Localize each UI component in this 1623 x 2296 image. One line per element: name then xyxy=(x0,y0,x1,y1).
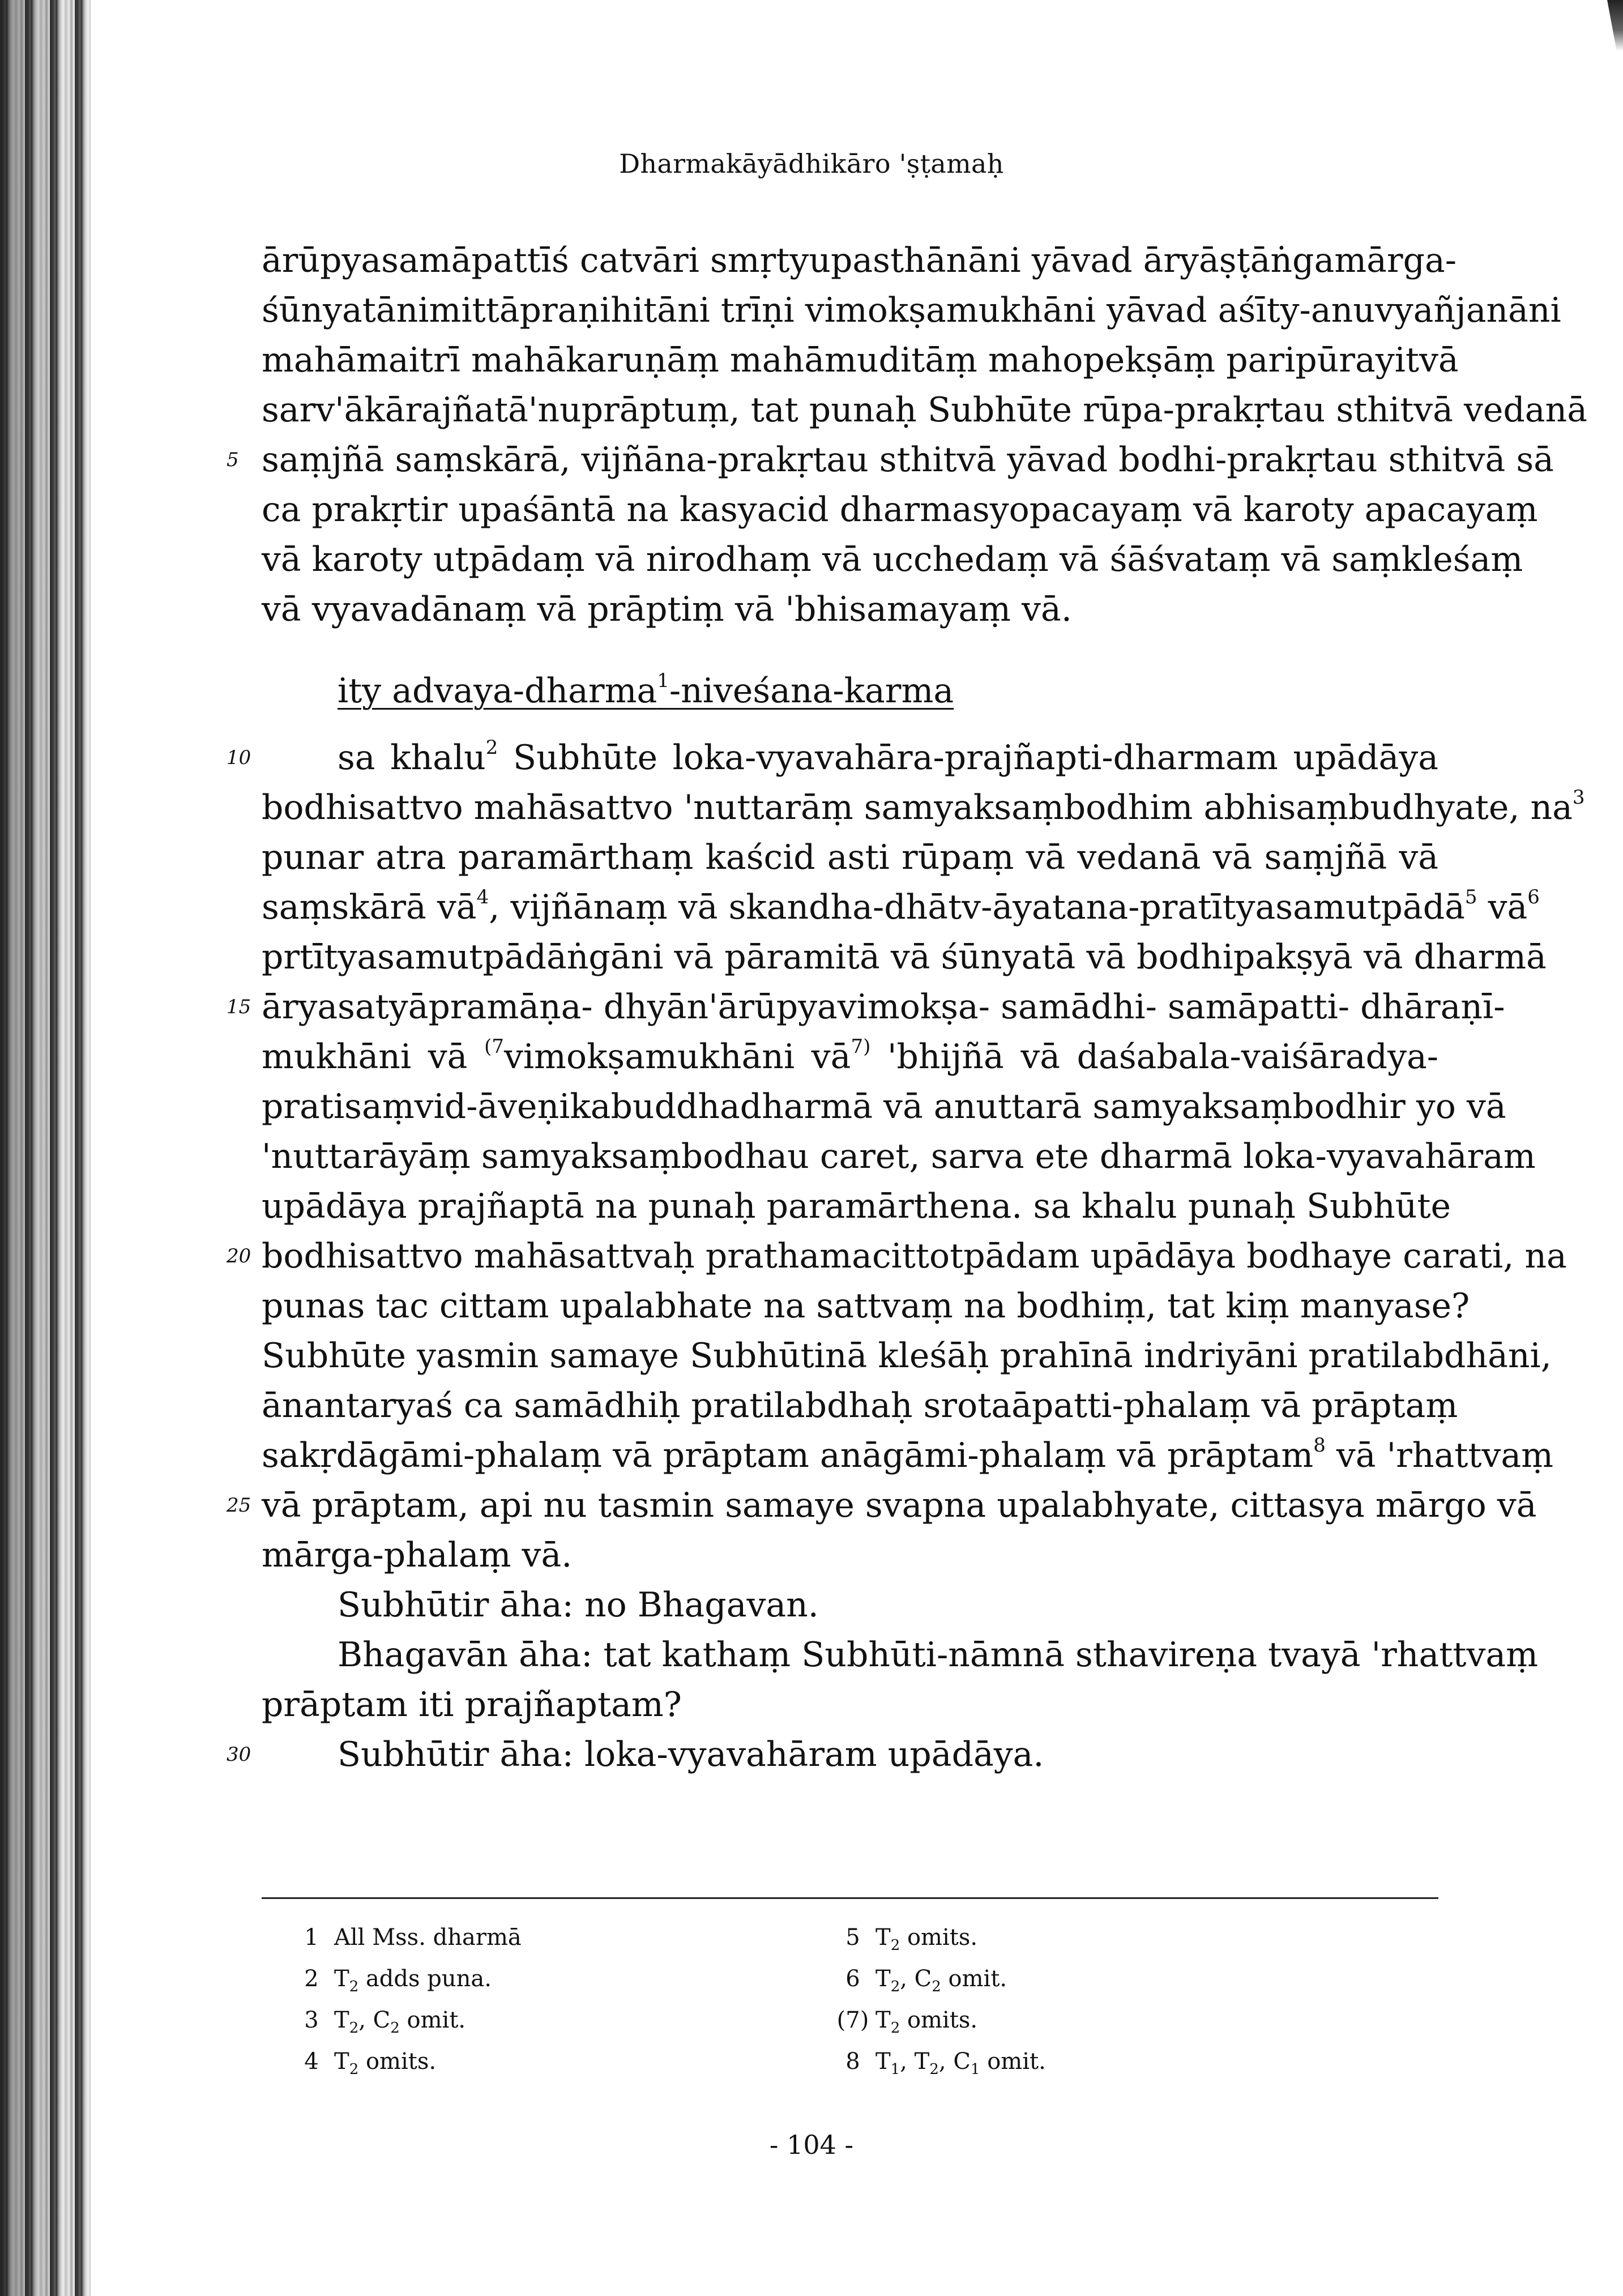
page-number: - 104 - xyxy=(769,2129,854,2160)
body-line: punar atra paramārthaṃ kaścid asti rūpaṃ vā vedanā vā saṃjñā vā xyxy=(262,838,1438,877)
footnote: 2 $T_2$ adds puna. xyxy=(304,1966,492,1995)
body-line: sarv'ākārajñatā'nuprāptuṃ, tat punaḥ Subhūte rūpa-prakṛtau sthitvā vedanā xyxy=(262,390,1587,430)
line-number: 30 xyxy=(227,1743,251,1766)
body-line: upādāya prajñaptā na punaḥ paramārthena. sa khalu punaḥ Subhūte xyxy=(262,1187,1451,1226)
body-line: śūnyatānimittāpraṇihitāni trīṇi vimokṣamukhāni yāvad aśīty-anuvyañjanāni xyxy=(262,291,1561,330)
line-number: 5 xyxy=(227,449,239,471)
body-line: saṃjñā saṃskārā, vijñāna-prakṛtau sthitvā yāvad bodhi-prakṛtau sthitvā sā xyxy=(262,440,1554,480)
binding-shadow xyxy=(0,0,91,2296)
body-line: pratisaṃvid-āveṇikabuddhadharmā vā anuttarā samyaksaṃbodhir yo vā xyxy=(262,1087,1506,1126)
section-heading: ity advaya-dharma$^1$-niveśana-karma xyxy=(338,669,954,711)
body-line: bodhisattvo mahāsattvaḥ prathamacittotpādam upādāya bodhaye carati, na xyxy=(262,1236,1567,1276)
body-line: punas tac cittam upalabhate na sattvaṃ na bodhiṃ, tat kiṃ manyase? xyxy=(262,1286,1470,1326)
footnote: 1 All Mss. dharmā xyxy=(304,1924,522,1951)
footnote: 5 $T_2$ omits. xyxy=(845,1924,978,1954)
dialogue-line: Subhūtir āha: no Bhagavan. xyxy=(338,1585,819,1625)
line-number: 15 xyxy=(227,996,251,1018)
footnote: 6 $T_2$, $C_2$ omit. xyxy=(845,1966,1007,1995)
body-line: mahāmaitrī mahākaruṇāṃ mahāmuditāṃ mahopekṣāṃ paripūrayitvā xyxy=(262,340,1459,380)
body-line: mārga-phalaṃ vā. xyxy=(262,1535,573,1575)
body-line: vā karoty utpādaṃ vā nirodhaṃ vā ucchedaṃ vā śāśvataṃ vā saṃkleśaṃ xyxy=(262,540,1523,579)
line-number: 25 xyxy=(227,1494,251,1517)
body-line: sakṛdāgāmi-phalaṃ vā prāptam anāgāmi-phalaṃ vā prāptam$^8$ vā 'rhattvaṃ xyxy=(262,1434,1554,1475)
body-line: mukhāni vā $^{(7}$vimokṣamukhāni $vā^{7)}$ 'bhijñā vā daśabala-vaiśāradya- xyxy=(262,1035,1439,1077)
body-line: vā prāptam, api nu tasmin samaye svapna upalabhyate, cittasya mārgo vā xyxy=(262,1486,1537,1525)
footnote: 8 $T_1$, $T_2$, $C_1$ omit. xyxy=(845,2049,1046,2078)
footnote-rule xyxy=(262,1897,1438,1899)
body-line: ārūpyasamāpattīś catvāri smṛtyupasthānāni yāvad āryāṣṭāṅgamārga- xyxy=(262,241,1457,280)
dialogue-line: Bhagavān āha: tat kathaṃ Subhūti-nāmnā sthavireṇa tvayā 'rhattvaṃ xyxy=(338,1635,1539,1675)
line-number: 10 xyxy=(227,746,251,769)
body-line: Subhūte yasmin samaye Subhūtinā kleśāḥ prahīnā indriyāni pratilabdhāni, xyxy=(262,1336,1552,1376)
footnote: (7) $T_2$ omits. xyxy=(836,2007,978,2037)
footnote: 3 $T_2$, $C_2$ omit. xyxy=(304,2007,466,2037)
body-line: bodhisattvo mahāsattvo 'nuttarāṃ samyaksaṃbodhim abhisaṃbudhyate, $na^3$ xyxy=(262,786,1585,827)
body-line: ca prakṛtir upaśāntā na kasyacid dharmasyopacayaṃ vā karoty apacayaṃ xyxy=(262,490,1538,530)
body-line: saṃskārā $vā^4$, vijñānaṃ vā skandha-dhātv-āyatana-pratītyasamutpādā$^5$ $vā^6$ xyxy=(262,886,1540,927)
dialogue-line: prāptam iti prajñaptam? xyxy=(262,1685,682,1725)
body-line: prtītyasamutpādāṅgāni vā pāramitā vā śūnyatā vā bodhipakṣyā vā dharmā xyxy=(262,937,1547,977)
running-head: Dharmakāyādhikāro 'ṣṭamaḥ xyxy=(619,148,1004,179)
body-line: vā vyavadānaṃ vā prāptiṃ vā 'bhisamayaṃ vā. xyxy=(262,590,1072,629)
line-number: 20 xyxy=(227,1245,251,1268)
body-line: āryasatyāpramāṇa- dhyān'ārūpyavimokṣa- samādhi- samāpatti- dhāraṇī- xyxy=(262,987,1505,1027)
body-line: sa khalu$^2$ Subhūte loka-vyavahāra-prajñapti-dharmam upādāya xyxy=(338,736,1438,778)
body-line: ānantaryaś ca samādhiḥ pratilabdhaḥ srotaāpatti-phalaṃ vā prāptaṃ xyxy=(262,1386,1458,1426)
dialogue-line: Subhūtir āha: loka-vyavahāram upādāya. xyxy=(338,1735,1044,1774)
footnote: 4 $T_2$ omits. xyxy=(304,2049,437,2078)
body-line: 'nuttarāyāṃ samyaksaṃbodhau caret, sarva ete dharmā loka-vyavahāram xyxy=(262,1137,1536,1176)
scan-corner-mark xyxy=(1607,0,1623,51)
